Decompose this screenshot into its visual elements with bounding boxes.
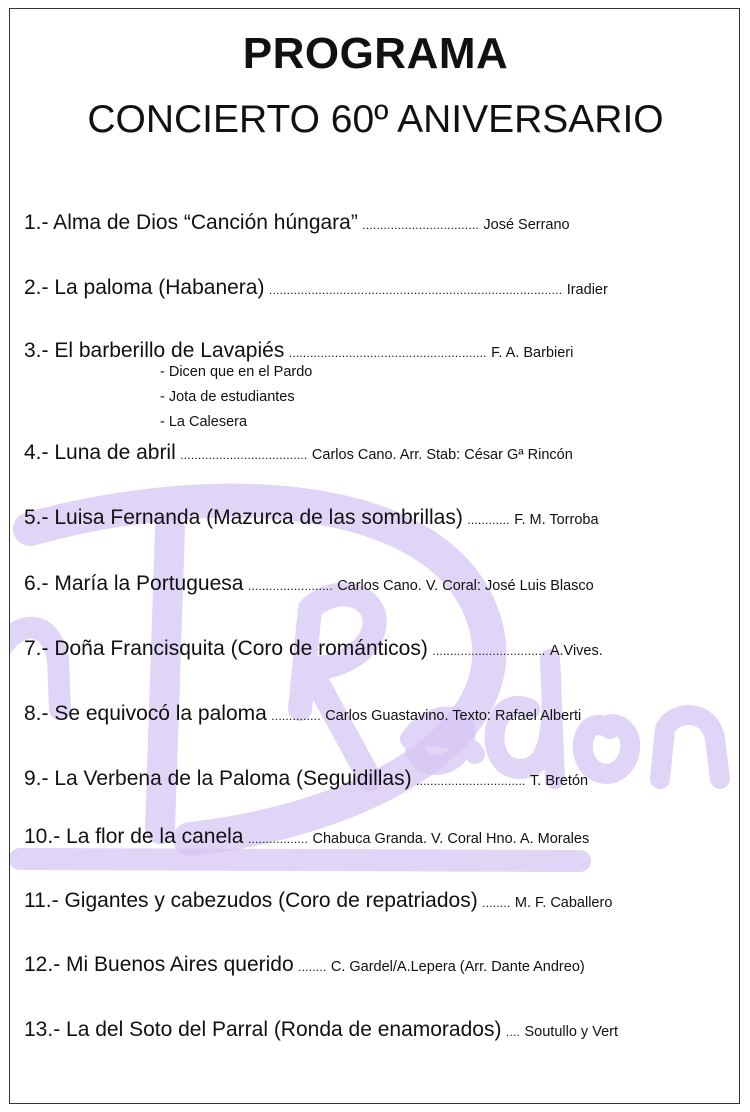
program-item (24, 439, 724, 469)
sub-item: - La Calesera (160, 414, 248, 430)
leader-dots: ................. (247, 832, 309, 846)
item-composer: F. M. Torroba (514, 512, 599, 528)
leader-dots: ........................ (247, 579, 333, 593)
program-sheet (9, 8, 740, 1104)
item-title: 12.- Mi Buenos Aires querido (24, 953, 294, 976)
program-item (24, 570, 724, 600)
item-title: 9.- La Verbena de la Paloma (Seguidillas) (24, 767, 412, 790)
program-item (24, 951, 724, 981)
item-title: 2.- La paloma (Habanera) (24, 276, 265, 299)
item-title: 13.- La del Soto del Parral (Ronda de enamorados) (24, 1018, 502, 1041)
item-composer: T. Bretón (530, 773, 589, 789)
leader-dots: .................................... (180, 448, 308, 462)
program-item (24, 635, 724, 665)
page-title: PROGRAMA (242, 29, 509, 78)
program-item (24, 274, 724, 304)
item-composer: C. Gardel/A.Lepera (Arr. Dante Andreo) (330, 959, 585, 975)
program-content (10, 9, 740, 1104)
item-composer: José Serrano (483, 217, 570, 233)
program-item (24, 765, 724, 795)
leader-dots: ................................ (432, 644, 546, 658)
item-title: 4.- Luna de abril (24, 441, 176, 464)
page-subtitle: CONCIERTO 60º ANIVERSARIO (87, 98, 664, 141)
program-item (24, 209, 724, 239)
item-composer: Carlos Guastavino. Texto: Rafael Alberti (325, 708, 582, 724)
leader-dots: ........................................................ (288, 346, 487, 360)
item-composer: Iradier (566, 282, 608, 298)
item-title: 1.- Alma de Dios “Canción húngara” (24, 211, 358, 234)
item-title: 5.- Luisa Fernanda (Mazurca de las sombrillas) (24, 506, 463, 529)
program-item (24, 1016, 724, 1046)
leader-dots: .............. (271, 709, 321, 723)
item-composer: A.Vives. (549, 643, 603, 659)
item-title: 8.- Se equivocó la paloma (24, 702, 267, 725)
program-item (24, 823, 724, 853)
item-composer: Carlos Cano. V. Coral: José Luis Blasco (337, 578, 594, 594)
item-title: 6.- María la Portuguesa (24, 572, 244, 595)
program-item (24, 504, 724, 534)
sub-item: - Jota de estudiantes (160, 389, 295, 405)
item-composer: F. A. Barbieri (491, 345, 574, 361)
leader-dots: ............................... (416, 774, 526, 788)
item-title: 11.- Gigantes y cabezudos (Coro de repatriados) (24, 889, 478, 912)
leader-dots: ................................. (362, 218, 479, 232)
program-item (24, 337, 724, 367)
item-composer: Carlos Cano. Arr. Stab: César Gª Rincón (311, 447, 573, 463)
item-title: 7.- Doña Francisquita (Coro de románticos) (24, 637, 428, 660)
item-composer: Chabuca Granda. V. Coral Hno. A. Morales (312, 831, 590, 847)
item-title: 10.- La flor de la canela (24, 825, 244, 848)
item-composer: M. F. Caballero (514, 895, 613, 911)
program-item (24, 887, 724, 917)
leader-dots: ............ (467, 513, 510, 527)
item-title: 3.- El barberillo de Lavapiés (24, 339, 285, 362)
item-composer: Soutullo y Vert (524, 1024, 618, 1040)
leader-dots: ........ (298, 960, 327, 974)
sub-item: - Dicen que en el Pardo (160, 364, 313, 380)
leader-dots: .... (505, 1025, 521, 1039)
program-item (24, 700, 724, 730)
leader-dots: ........ (482, 896, 511, 910)
leader-dots: ................................................................................... (268, 283, 563, 297)
